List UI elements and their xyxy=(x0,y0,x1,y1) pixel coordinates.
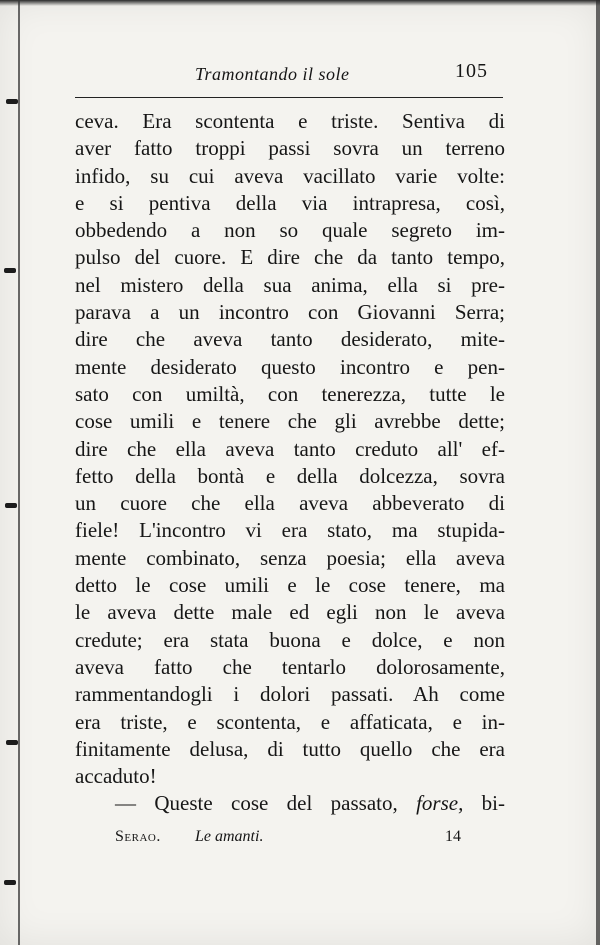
text-line: finitamente delusa, di tutto quello che era xyxy=(75,736,505,761)
text-line: pulso del cuore. E dire che da tanto tempo, xyxy=(75,245,505,270)
text-line: e si pentiva della via intrapresa, così, xyxy=(75,190,505,215)
running-title: Tramontando il sole xyxy=(195,64,350,84)
text-line: credute; era stata buona e dolce, e non xyxy=(75,627,505,652)
dialogue-dash: — xyxy=(115,791,136,816)
page-number: 105 xyxy=(455,60,488,82)
dialogue-emphasis: forse, xyxy=(416,791,464,816)
page-header xyxy=(75,58,505,88)
body-text xyxy=(75,108,505,818)
page-footer xyxy=(115,828,465,852)
margin-mark xyxy=(4,268,16,273)
footer-author: Serao. xyxy=(115,828,161,845)
text-line: fetto della bontà e della dolcezza, sovra xyxy=(75,463,505,488)
text-line: rammentandogli i dolori passati. Ah come xyxy=(75,682,505,707)
text-line: aver fatto troppi passi sovra un terreno xyxy=(75,136,505,161)
signature-mark: 14 xyxy=(445,828,461,845)
page-top-edge xyxy=(0,0,600,6)
text-line: dire che aveva tanto desiderato, mite- xyxy=(75,327,505,352)
header-rule xyxy=(75,97,503,98)
text-line: aveva fatto che tentarlo dolorosamente, xyxy=(75,654,505,679)
text-line: infido, su cui aveva vacillato varie volte: xyxy=(75,163,505,188)
text-line: mente combinato, senza poesia; ella aveva xyxy=(75,545,505,570)
text-line: detto le cose umili e le cose tenere, ma xyxy=(75,573,505,598)
dialogue-text: Queste cose del passato, xyxy=(154,791,398,816)
footer-book-title: Le amanti. xyxy=(195,828,264,845)
text-line: ceva. Era scontenta e triste. Sentiva di xyxy=(75,109,505,133)
margin-mark xyxy=(6,99,18,104)
text-line: dire che ella aveva tanto creduto all' ef- xyxy=(75,436,505,461)
text-line: nel mistero della sua anima, ella si pre- xyxy=(75,272,505,297)
margin-mark xyxy=(5,503,17,508)
text-line: fiele! L'incontro vi era stato, ma stupida- xyxy=(75,518,505,543)
page-right-edge xyxy=(596,0,600,945)
margin-mark xyxy=(4,880,16,885)
text-line: un cuore che ella aveva abbeverato di xyxy=(75,491,505,516)
text-line: cose umili e tenere che gli avrebbe dette; xyxy=(75,409,505,434)
book-spine-edge xyxy=(18,0,20,945)
dialogue-line xyxy=(75,790,505,817)
text-line: sato con umiltà, con tenerezza, tutte le xyxy=(75,381,505,406)
text-line: parava a un incontro con Giovanni Serra; xyxy=(75,300,505,325)
text-line: mente desiderato questo incontro e pen- xyxy=(75,354,505,379)
text-line: le aveva dette male ed egli non le aveva xyxy=(75,600,505,625)
text-line: accaduto! xyxy=(75,764,157,789)
text-line: obbedendo a non so quale segreto im- xyxy=(75,218,505,243)
text-line: era triste, e scontenta, e affaticata, e in- xyxy=(75,709,505,734)
dialogue-text-end: bi- xyxy=(481,791,505,816)
margin-mark xyxy=(6,740,18,745)
